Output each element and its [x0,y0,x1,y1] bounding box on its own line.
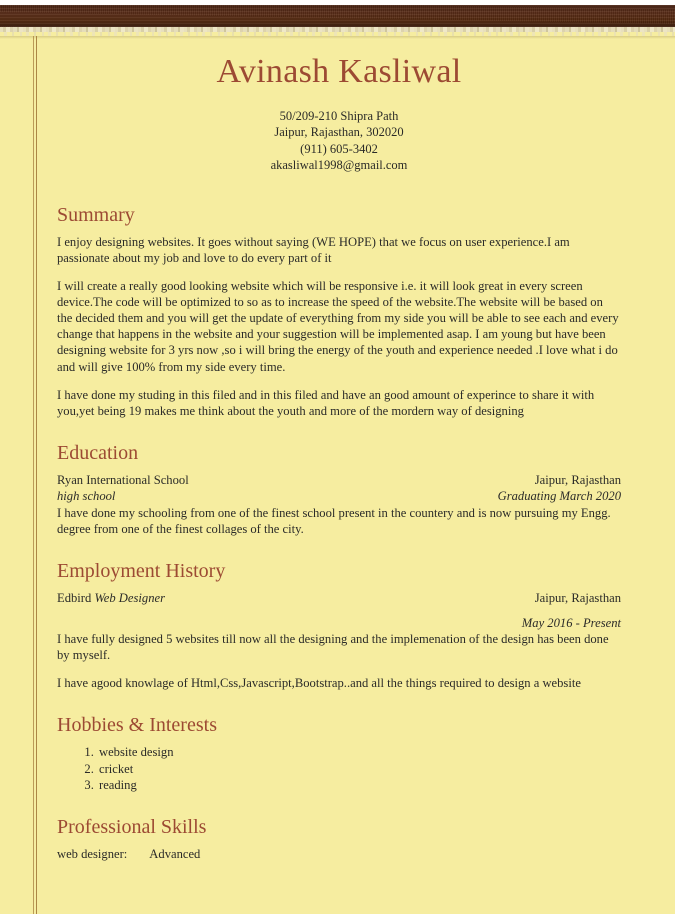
torn-paper-edge [0,27,675,36]
employment-company: Edbird [57,591,92,606]
employment-paragraph: I have agood knowlage of Html,Css,Javascript,Bootstrap..and all the things required to design a website [57,676,581,691]
section-skills [57,815,621,862]
employment-paragraph: I have fully designed 5 websites till now all the designing and the implemenation of the design has been done by myself. [57,632,609,663]
section-education [57,441,621,537]
employment-location: Jaipur, Rajasthan [534,591,621,606]
employment-entry-subheader [57,615,621,632]
list-item: 3. reading [97,777,621,793]
page-title: Avinash Kasliwal [216,53,462,90]
skill-level: Advanced [149,846,201,861]
education-entry [57,472,621,537]
contact-email: akasliwal1998@gmail.com [270,157,408,172]
education-entry-subheader [57,488,621,505]
summary-paragraph: I have done my studing in this filed and in this filed and have an good amount of experince to share it with you,yet being 19 makes me think about the youth and more of the mordern way of designing [57,387,595,418]
contact-city: Jaipur, Rajasthan, 302020 [274,125,404,140]
contact-block [57,108,621,173]
summary-paragraph: I will create a really good looking website which will be responsive i.e. it will look great in every screen device.The code will be optimized to so as to increase the speed of the website.The website will be based on the decided them and you will get the update of everything from my side you will be able to see each and every change that happens in the website and your suggestion will be implemented asap. I am young but have been designing website for 3 yrs now ,so i will bring the energy of the youth and experience needed .I love what i do and will give 100% from my side every time. [57,279,619,374]
contact-phone: (911) 605-3402 [300,141,378,156]
education-date: Graduating March 2020 [497,489,621,504]
employment-entry-header [57,590,621,607]
contact-address: 50/209-210 Shipra Path [279,109,399,124]
list-item: 2. cricket [97,761,621,777]
education-entry-header [57,472,621,489]
education-location: Jaipur, Rajasthan [534,472,621,487]
section-employment [57,559,621,691]
resume-page [0,36,675,914]
leather-texture-band [0,5,675,27]
education-degree: high school [57,489,116,504]
section-title-summary: Summary [57,203,135,226]
employment-entry [57,590,621,691]
hobbies-list [57,744,621,793]
skill-row [57,846,621,862]
list-item: 1. website design [97,744,621,760]
section-title-hobbies: Hobbies & Interests [57,714,217,737]
education-school: Ryan International School [57,472,189,487]
employment-role: Web Designer [94,591,165,606]
section-hobbies [57,713,621,793]
section-title-skills: Professional Skills [57,815,207,838]
employment-date: May 2016 - Present [521,615,621,630]
section-title-education: Education [57,441,139,464]
section-summary [57,203,621,419]
skill-name: web designer: [57,846,128,861]
section-title-employment: Employment History [57,560,226,583]
summary-paragraph: I enjoy designing websites. It goes without saying (WE HOPE) that we focus on user experience.I am passionate about my job and love to do every part of it [57,234,570,265]
education-description: I have done my schooling from one of the finest school present in the countery and is now pursuing my Engg. degree from one of the finest collages of the city. [57,505,611,536]
employment-title-group [57,590,535,607]
